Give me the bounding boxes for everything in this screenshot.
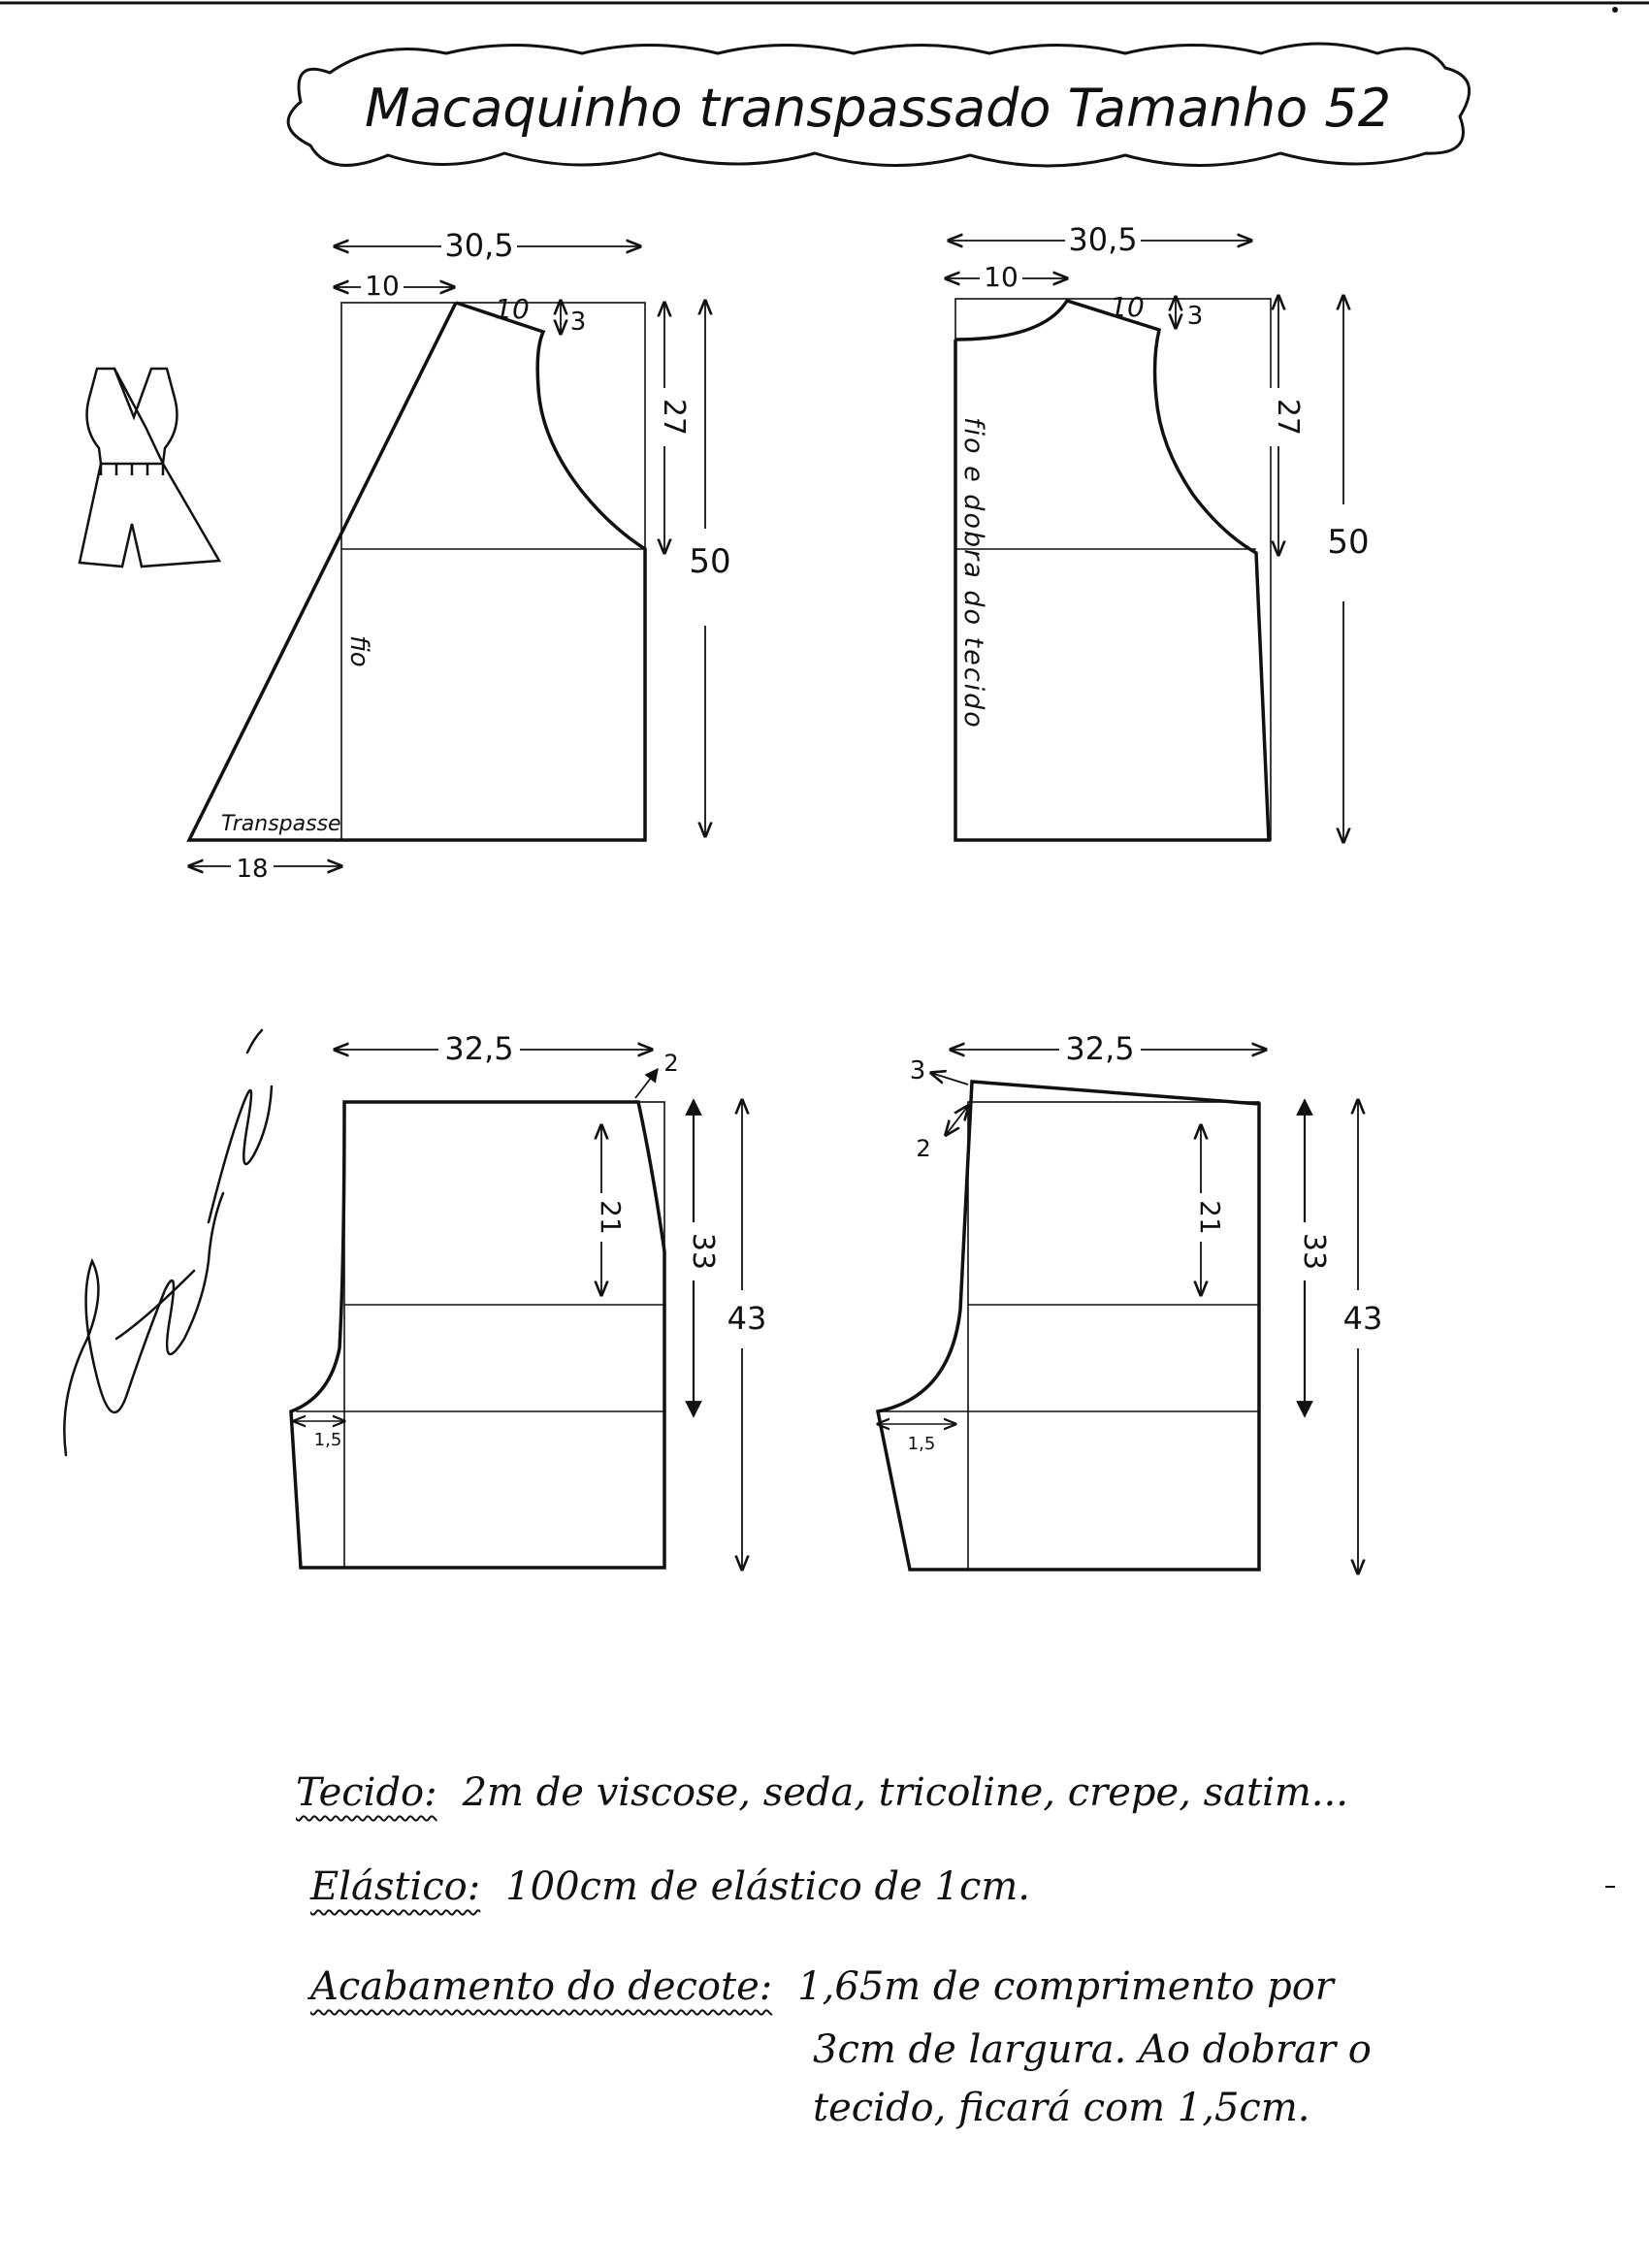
sketch-shorts	[80, 464, 219, 567]
front-bodice-outline	[189, 303, 645, 840]
front-shorts-outline	[291, 1102, 664, 1568]
back-shorts-pattern	[878, 1028, 1382, 1573]
back-shorts-guide-box	[968, 1102, 1259, 1570]
front-bodice-shoulder-label: 10	[495, 293, 530, 325]
front-bodice-overlap-label: Transpasse	[221, 812, 341, 836]
back-shorts-width-label: 32,5	[1065, 1030, 1135, 1067]
front-bodice-grain-label: fio	[344, 635, 373, 667]
sketch-waist-gathers	[101, 464, 163, 475]
fabric-text: 2m de viscose, seda, tricoline, crepe, satim...	[462, 1770, 1348, 1815]
front-bodice-length-label: 50	[689, 542, 731, 581]
back-bodice-armhole-label: 27	[1271, 398, 1305, 437]
back-bodice-neck-label: 10	[984, 261, 1018, 293]
front-shorts-waist-dim	[635, 1069, 658, 1098]
sketch-wrap-line	[114, 369, 163, 464]
back-shorts-inseam-label: 33	[1297, 1232, 1331, 1271]
elastic-note	[310, 1864, 1030, 1909]
neckline-finish-label: Acabamento do decote:	[310, 1964, 773, 2009]
front-shorts-guide-box	[344, 1102, 664, 1568]
fabric-label: Tecido:	[296, 1770, 437, 1815]
front-shorts-crotch-ext-label: 1,5	[313, 1430, 342, 1450]
back-shorts-crotch-depth-label: 21	[1194, 1200, 1226, 1235]
neckline-finish-line-1: 1,65m de comprimento por	[797, 1964, 1334, 2009]
elastic-text: 100cm de elástico de 1cm.	[505, 1864, 1030, 1909]
front-shorts-crotch-depth-label: 21	[595, 1200, 627, 1235]
front-shorts-waist-label: 2	[663, 1050, 679, 1077]
back-shorts-waist-rise-dim	[931, 1073, 968, 1085]
fabric-note	[296, 1770, 1348, 1815]
front-bodice-shoulder-drop-label: 3	[569, 308, 587, 337]
back-bodice-outline	[955, 301, 1269, 840]
front-bodice-overlap-width-label: 18	[236, 855, 269, 884]
back-bodice-fold-label: fio e dobra do tecido	[958, 417, 988, 729]
front-bodice-armhole-label: 27	[657, 398, 691, 437]
title-text: Macaquinho transpassado Tamanho 52	[364, 78, 1392, 139]
front-shorts-width-label: 32,5	[444, 1030, 514, 1067]
title-banner	[288, 44, 1469, 166]
front-shorts-pattern	[291, 1028, 766, 1570]
neckline-finish-line-3: tecido, ficará com 1,5cm.	[813, 2086, 1310, 2130]
front-bodice-pattern	[189, 225, 731, 884]
back-bodice-guide-box	[955, 299, 1271, 840]
elastic-label: Elástico:	[310, 1864, 481, 1909]
back-shorts-waist-offset-label: 2	[916, 1135, 931, 1162]
back-shorts-outline	[878, 1082, 1259, 1570]
back-bodice-pattern	[946, 219, 1370, 842]
back-bodice-shoulder-drop-label: 3	[1186, 302, 1204, 331]
garment-sketch	[80, 369, 219, 567]
back-bodice-length-label: 50	[1327, 523, 1370, 562]
front-bodice-guide-box	[341, 303, 645, 840]
author-signature	[64, 1030, 272, 1455]
neckline-finish-note-3	[813, 2086, 1310, 2130]
back-shorts-length-label: 43	[1342, 1300, 1383, 1337]
front-bodice-neck-label: 10	[365, 270, 400, 302]
back-shorts-crotch-ext-label: 1,5	[907, 1434, 936, 1454]
front-shorts-inseam-label: 33	[686, 1232, 720, 1271]
neckline-finish-note-2	[813, 2027, 1372, 2072]
front-bodice-width-label: 30,5	[444, 227, 514, 264]
front-shorts-length-label: 43	[727, 1300, 767, 1337]
neckline-finish-note	[310, 1964, 1334, 2009]
back-bodice-width-label: 30,5	[1068, 221, 1138, 258]
back-bodice-shoulder-label: 10	[1110, 291, 1145, 323]
back-shorts-waist-offset-dim	[946, 1106, 968, 1135]
back-shorts-waist-rise-label: 3	[909, 1056, 926, 1085]
paper-speck	[1612, 7, 1618, 13]
neckline-finish-line-2: 3cm de largura. Ao dobrar o	[813, 2027, 1372, 2072]
sketch-bodice	[87, 369, 178, 464]
